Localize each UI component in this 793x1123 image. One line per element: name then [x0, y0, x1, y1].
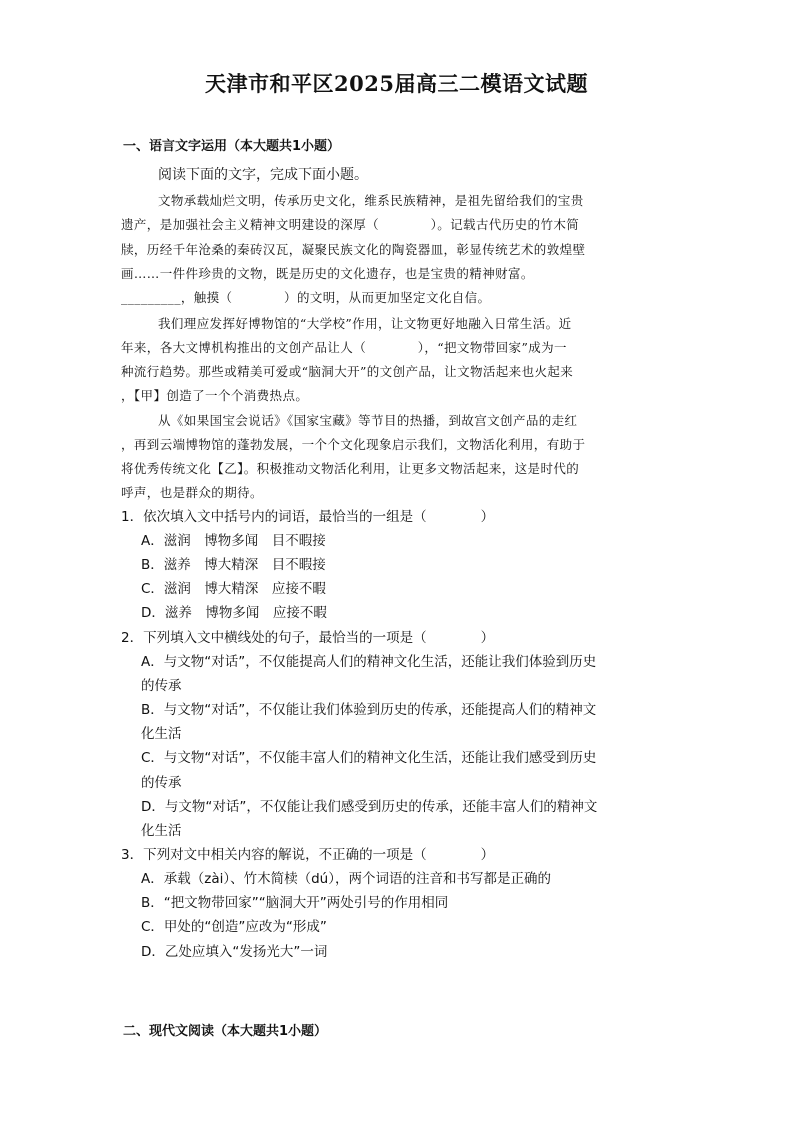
question-3-option-c: C．甲处的“创造”应改为“形成” [141, 919, 327, 935]
question-1-option-d: D．滋养 博物多闻 应接不暇 [141, 605, 327, 621]
question-2-option-d-cont: 化生活 [141, 823, 182, 839]
question-1-option-a: A．滋润 博物多闻 目不暇接 [141, 533, 326, 549]
passage-line: 我们理应发挥好博物馆的“大学校”作用，让文物更好地融入日常生活。近 [158, 316, 572, 331]
question-2-option-b: B．与文物“对话”，不仅能让我们体验到历史的传承，还能提高人们的精神文 [141, 702, 597, 718]
question-2-stem: 2．下列填入文中横线处的句子，最恰当的一项是（ ） [121, 630, 495, 646]
question-3-option-a: A．承载（zài）、竹木简椟（dú），两个词语的注音和书写都是正确的 [141, 871, 551, 887]
question-2-option-a: A．与文物“对话”，不仅能提高人们的精神文化生活，还能让我们体验到历史 [141, 654, 597, 670]
question-2-option-a-cont: 的传承 [141, 678, 182, 694]
passage-line: 牍，历经千年沧桑的秦砖汉瓦，凝聚民族文化的陶瓷器皿，彰显传统艺术的敦煌壁 [121, 242, 586, 257]
question-2-option-c-cont: 的传承 [141, 775, 182, 791]
instruction-text: 阅读下面的文字，完成下面小题。 [158, 167, 368, 183]
passage-line: ，【甲】创造了一个个消费热点。 [121, 388, 309, 403]
question-2-option-b-cont: 化生活 [141, 726, 182, 742]
question-1-stem: 1．依次填入文中括号内的词语，最恰当的一组是（ ） [121, 509, 495, 525]
passage-line: ，再到云端博物馆的蓬勃发展，一个个文化现象启示我们，文物活化利用，有助于 [121, 437, 586, 452]
passage-line: 种流行趋势。那些或精美可爱或“脑洞大开”的文创产品，让文物活起来也火起来 [121, 364, 574, 379]
section-heading-1: 一、语言文字运用（本大题共1小题） [123, 139, 341, 154]
passage-line-blank: _________，触摸（ ）的文明，从而更加坚定文化自信。 [121, 290, 491, 305]
section-heading-2: 二、现代文阅读（本大题共1小题） [123, 1024, 328, 1039]
question-1-option-c: C．滋润 博大精深 应接不暇 [141, 581, 326, 597]
question-3-stem: 3．下列对文中相关内容的解说，不正确的一项是（ ） [121, 847, 495, 863]
passage-line: 遗产，是加强社会主义精神文明建设的深厚（ ）。记载古代历史的竹木简 [121, 217, 580, 232]
page-title: 天津市和平区2025届高三二模语文试题 [205, 71, 588, 96]
passage-line: 文物承载灿烂文明，传承历史文化，维系民族精神，是祖先留给我们的宝贵 [158, 193, 584, 208]
question-3-option-b: B．“把文物带回家”“脑洞大开”两处引号的作用相同 [141, 895, 449, 911]
passage-line: 呼声，也是群众的期待。 [121, 485, 263, 500]
question-2-option-c: C．与文物“对话”，不仅能丰富人们的精神文化生活，还能让我们感受到历史 [141, 750, 597, 766]
passage-line: 年来，各大文博机构推出的文创产品让人（ ），“把文物带回家”成为一 [121, 340, 567, 355]
passage-line: 从《如果国宝会说话》《国家宝藏》等节目的热播，到故宫文创产品的走红 [158, 413, 578, 428]
question-2-option-d: D．与文物“对话”，不仅能让我们感受到历史的传承，还能丰富人们的精神文 [141, 799, 598, 815]
passage-line: 将优秀传统文化【乙】。积极推动文物活化利用，让更多文物活起来，这是时代的 [121, 461, 580, 476]
question-3-option-d: D．乙处应填入“发扬光大”一词 [141, 944, 328, 960]
passage-line: 画……一件件珍贵的文物，既是历史的文化遗存，也是宝贵的精神财富。 [121, 266, 534, 281]
question-1-option-b: B．滋养 博大精深 目不暇接 [141, 557, 326, 573]
